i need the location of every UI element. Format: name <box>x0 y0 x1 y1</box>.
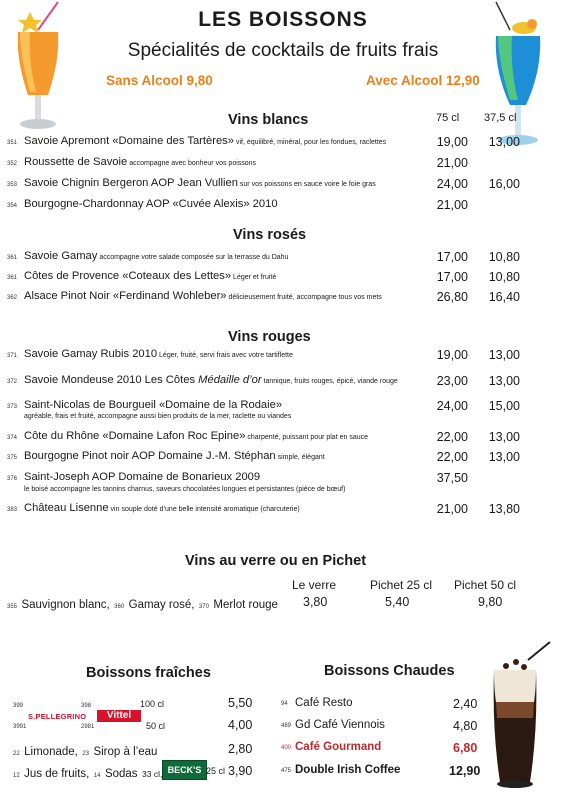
item-number: 353 <box>7 182 18 188</box>
item-number: 399 <box>13 703 24 709</box>
hot-drink-row-highlight: 400 Café Gourmand 6,80 <box>281 741 478 755</box>
price-75cl: 21,00 <box>436 198 468 212</box>
price-75cl: 26,80 <box>436 290 468 304</box>
hot-drink-row: 94 Café Resto 2,40 <box>281 697 478 711</box>
volume-50cl: 50 cl <box>146 721 166 731</box>
irish-coffee-illustration <box>482 640 554 790</box>
price-75cl: 24,00 <box>436 399 468 413</box>
item-number: 375 <box>7 455 18 461</box>
item-number: 354 <box>7 203 18 209</box>
price-37cl: 10,80 <box>488 250 520 264</box>
item-name: Château Lisenne vin souple doté d’une belle intensité aromatique (charcuterie) <box>24 502 300 514</box>
price-water-50cl: 4,00 <box>228 718 253 732</box>
item-name: Côtes de Provence «Coteaux des Lettes» Léger et fruité <box>24 270 277 282</box>
section-title-vins-au-verre: Vins au verre ou en Pichet <box>185 553 367 569</box>
price-75cl: 22,00 <box>436 430 468 444</box>
san-pellegrino-logo: S.PELLEGRINO <box>28 712 87 721</box>
column-header-37cl: 37,5 cl <box>484 112 517 124</box>
wine-row <box>0 250 566 268</box>
item-number: 371 <box>7 353 18 359</box>
wine-row <box>0 156 566 174</box>
item-name: Roussette de Savoie accompagne avec bonheur vos poissons <box>24 156 257 168</box>
item-name: Savoie Chignin Bergeron AOP Jean Vullien sur vos poissons en sauce voire le foie gras <box>24 177 376 189</box>
wine-row <box>0 450 566 468</box>
sans-alcool-price: Sans Alcool 9,80 <box>106 73 213 88</box>
price-75cl: 24,00 <box>436 177 468 191</box>
item-number: 373 <box>7 404 18 410</box>
price-water-100cl: 5,50 <box>228 696 253 710</box>
price-75cl: 19,00 <box>436 135 468 149</box>
item-number: 398 <box>81 703 92 709</box>
wine-row <box>0 290 566 308</box>
vittel-logo: Vittel <box>97 710 141 722</box>
section-title-vins-blancs: Vins blancs <box>228 112 309 128</box>
item-number: 362 <box>7 295 18 301</box>
wine-row <box>0 348 566 366</box>
item-name: Bourgogne-Chardonnay AOP «Cuvée Alexis» 2010 <box>24 198 278 210</box>
price-37cl: 13,00 <box>488 430 520 444</box>
hot-drink-row: 489 Gd Café Viennois 4,80 <box>281 719 478 733</box>
price-37cl: 16,40 <box>488 290 520 304</box>
price-75cl: 17,00 <box>436 270 468 284</box>
item-number: 3991 <box>13 724 27 730</box>
item-number: 352 <box>7 161 18 167</box>
column-header-le-verre: Le verre <box>292 578 337 592</box>
section-title-vins-roses: Vins rosés <box>233 227 307 243</box>
price-limonade: 2,80 <box>228 742 253 756</box>
hot-drink-row: 475 Double Irish Coffee 12,90 <box>281 764 481 778</box>
volume-25cl: 25 cl <box>206 766 226 776</box>
price-75cl: 17,00 <box>436 250 468 264</box>
price-37cl: 10,80 <box>488 270 520 284</box>
section-title-boissons-chaudes: Boissons Chaudes <box>324 663 455 679</box>
item-name: Savoie Gamay Rubis 2010 Léger, fruité, servi frais avec votre tartiflette <box>24 348 293 360</box>
item-number: 351 <box>7 140 18 146</box>
wine-row <box>0 374 566 392</box>
price-37cl: 13,00 <box>488 450 520 464</box>
price-75cl: 37,50 <box>436 471 468 485</box>
limonade-sirop-line: 22 Limonade, 23 Sirop à l’eau <box>13 746 158 758</box>
item-number: 361 <box>7 275 18 281</box>
page-subtitle: Spécialités de cocktails de fruits frais <box>127 40 439 61</box>
price-le-verre: 3,80 <box>303 595 328 609</box>
price-75cl: 22,00 <box>436 450 468 464</box>
price-75cl: 19,00 <box>436 348 468 362</box>
item-name: Savoie Apremont «Domaine des Tartères» vif, équilibré, minéral, pour les fondues, raclettes <box>24 135 387 147</box>
glass-wines-line: 355 Sauvignon blanc, 360 Gamay rosé, 370 Merlot rouge <box>7 599 278 611</box>
wine-row <box>0 502 566 520</box>
item-number: 372 <box>7 379 18 385</box>
section-title-boissons-fraiches: Boissons fraîches <box>86 665 211 681</box>
column-header-pichet-50: Pichet 50 cl <box>454 578 517 592</box>
price-37cl: 13,80 <box>488 502 520 516</box>
item-description: le boisé accompagne les tannins charnus, saveurs chocolatées longues et persistantes (pièce de bœuf) <box>24 486 346 493</box>
item-number: 374 <box>7 435 18 441</box>
price-37cl: 16,00 <box>488 177 520 191</box>
item-name: Côte du Rhône «Domaine Lafon Roc Epine» charpenté, puissant pour plat en sauce <box>24 430 369 442</box>
item-description: agréable, frais et fruité, accompagne aussi bien produits de la mer, raclette ou viandes <box>24 413 292 420</box>
item-name: Savoie Gamay accompagne votre salade composée sur la terrasse du Dahu <box>24 250 289 262</box>
column-header-pichet-25: Pichet 25 cl <box>370 578 433 592</box>
section-title-vins-rouges: Vins rouges <box>228 329 311 345</box>
item-number: 361 <box>7 255 18 261</box>
wine-row <box>0 135 566 153</box>
column-header-75cl: 75 cl <box>436 112 460 124</box>
wine-row <box>0 270 566 288</box>
price-37cl: 15,00 <box>488 399 520 413</box>
avec-alcool-price: Avec Alcool 12,90 <box>366 73 480 88</box>
item-name: Bourgogne Pinot noir AOP Domaine J.-M. Stéphan simple, élégant <box>24 450 325 462</box>
jus-sodas-line: 12 Jus de fruits, 14 Sodas 33 cl, <box>13 768 163 780</box>
item-name: Alsace Pinot Noir «Ferdinand Wohleber» délicieusement fruité, accompagne tous vos mets <box>24 290 382 302</box>
price-pichet-25: 5,40 <box>385 595 410 609</box>
price-pichet-50: 9,80 <box>478 595 503 609</box>
price-jus-sodas: 3,90 <box>228 764 253 778</box>
volume-100cl: 100 cl <box>140 699 165 709</box>
price-75cl: 21,00 <box>436 502 468 516</box>
item-name: Saint-Joseph AOP Domaine de Bonarieux 2009 <box>24 471 261 483</box>
price-37cl: 13,00 <box>488 348 520 362</box>
price-37cl: 13,00 <box>488 135 520 149</box>
page-title: LES BOISSONS <box>198 8 368 31</box>
price-75cl: 21,00 <box>436 156 468 170</box>
price-37cl: 13,00 <box>488 374 520 388</box>
item-number: 376 <box>7 476 18 482</box>
wine-row <box>0 198 566 216</box>
item-number: 383 <box>7 507 18 513</box>
item-number: 2981 <box>81 724 95 730</box>
price-75cl: 23,00 <box>436 374 468 388</box>
wine-row <box>0 430 566 448</box>
wine-row <box>0 177 566 195</box>
item-name: Savoie Mondeuse 2010 Les Côtes Médaille d’or tannique, fruits rouges, épicé, viande rouge <box>24 374 398 386</box>
becks-logo: BECK'S <box>162 760 207 780</box>
item-name: Saint-Nicolas de Bourgueil «Domaine de la Rodaie» <box>24 399 283 411</box>
